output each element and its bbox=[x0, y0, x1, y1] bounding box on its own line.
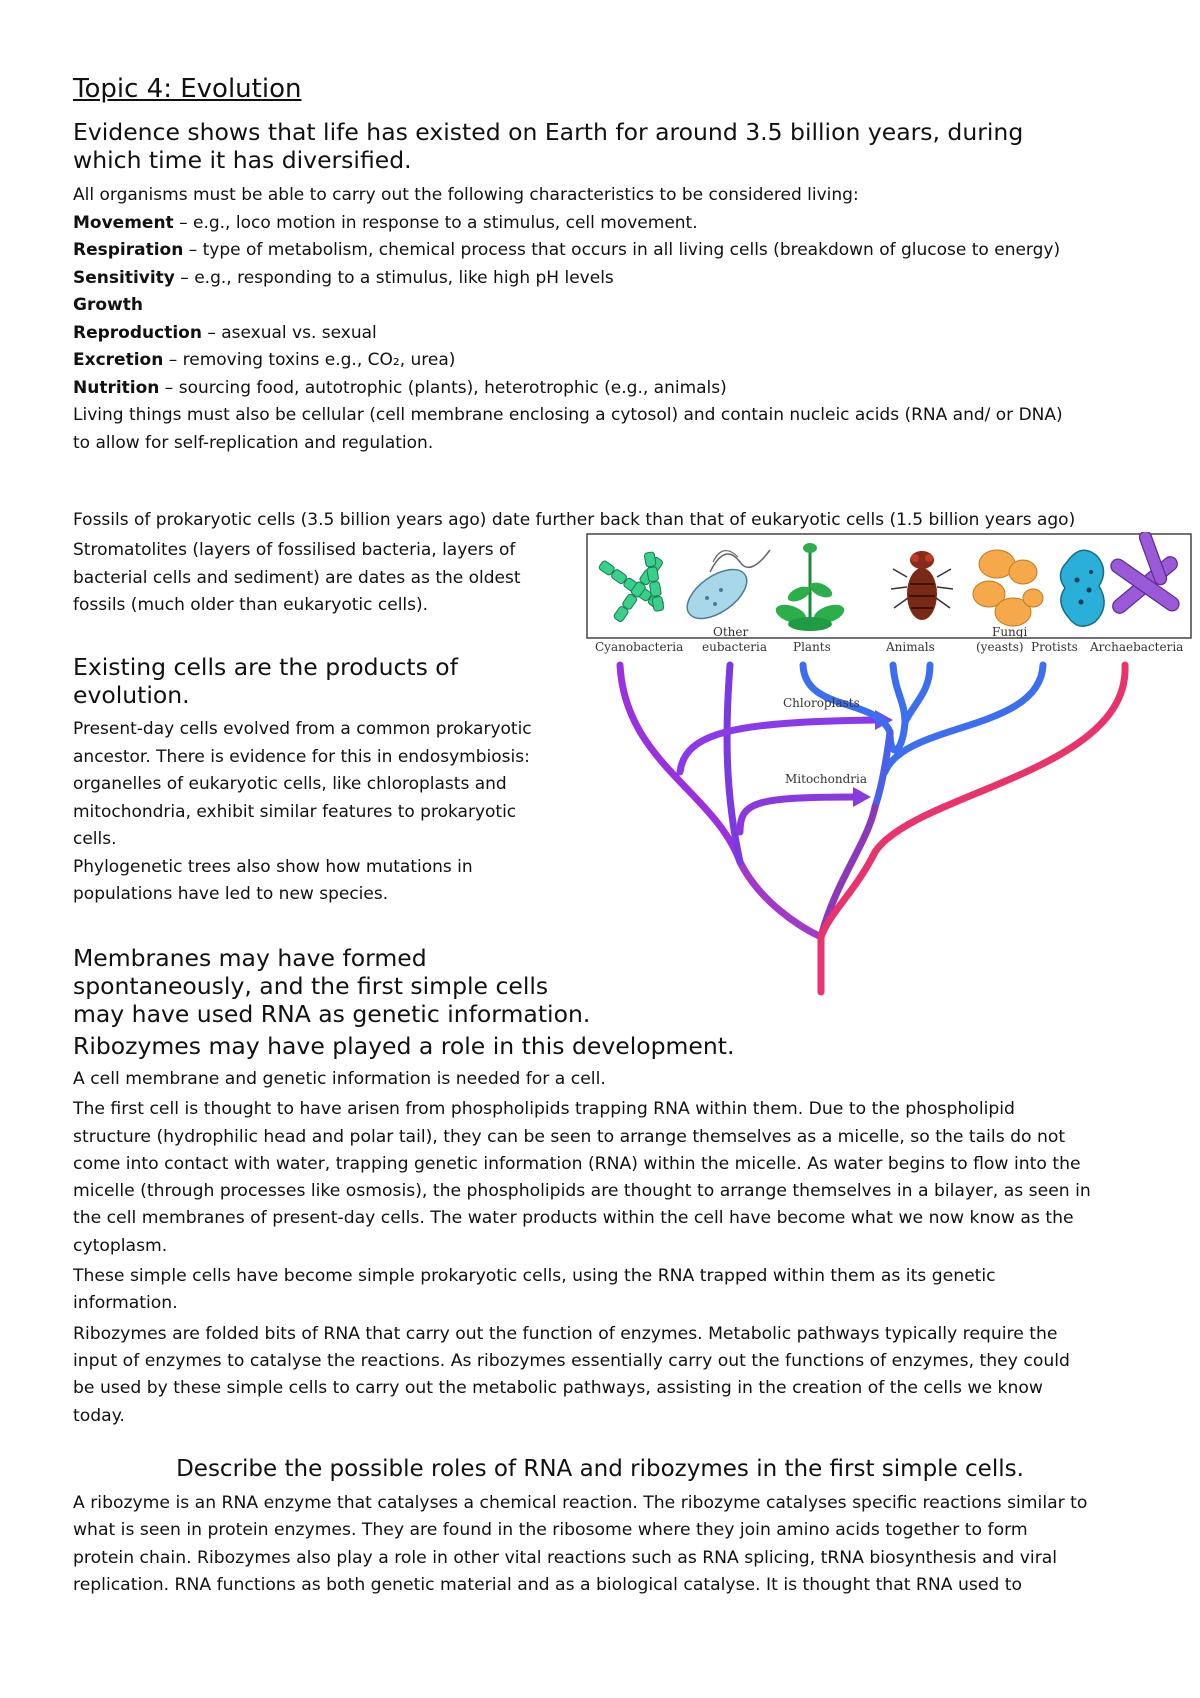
text-line: the cell membranes of present-day cells. The water products within the cell have become what we now know as the bbox=[73, 1208, 1074, 1229]
text-line: cytoplasm. bbox=[73, 1235, 168, 1256]
intro-heading-line: Evidence shows that life has existed on Earth for around 3.5 billion years, during bbox=[73, 118, 1024, 146]
characteristic-term: Sensitivity bbox=[73, 267, 175, 288]
existing-heading bbox=[73, 653, 458, 709]
characteristic-desc: – asexual vs. sexual bbox=[201, 322, 377, 343]
label-mitochondria: Mitochondria bbox=[785, 772, 867, 786]
page-title: Topic 4: Evolution bbox=[73, 74, 302, 104]
characteristic-term: Reproduction bbox=[73, 322, 202, 343]
text-line: today. bbox=[73, 1405, 125, 1426]
branch-fungi bbox=[905, 665, 930, 722]
label-plants: Plants bbox=[793, 640, 831, 654]
membranes-body bbox=[73, 1066, 1193, 1430]
characteristic-desc: – removing toxins e.g., CO₂, urea) bbox=[163, 350, 456, 370]
characteristic-item bbox=[73, 375, 1193, 403]
label-chloroplasts: Chloroplasts bbox=[783, 696, 860, 710]
heading-line: may have used RNA as genetic information. bbox=[73, 1000, 591, 1028]
fossils-text: Fossils of prokaryotic cells (3.5 billion years ago) date further back than that of eukaryotic cells (1.5 billion years ago) bbox=[73, 510, 1076, 530]
characteristics-block bbox=[73, 182, 1193, 457]
intro-heading bbox=[73, 118, 1023, 174]
text-line: ancestor. There is evidence for this in endosymbiosis: bbox=[73, 746, 530, 767]
heading-line: Membranes may have formed bbox=[73, 944, 427, 972]
label-other: Other bbox=[713, 625, 749, 639]
characteristic-desc: – e.g., loco motion in response to a stimulus, cell movement. bbox=[173, 212, 698, 233]
stromatolites-text bbox=[73, 537, 521, 620]
text-line: A ribozyme is an RNA enzyme that catalyses a chemical reaction. The ribozyme catalyses specific reactions similar to bbox=[73, 1493, 1088, 1513]
label-cyanobacteria: Cyanobacteria bbox=[595, 640, 684, 654]
text-line: Ribozymes are folded bits of RNA that carry out the function of enzymes. Metabolic pathways typically require the bbox=[73, 1323, 1058, 1344]
heading-line: Ribozymes may have played a role in this development. bbox=[73, 1032, 735, 1060]
mitochondria-arrow bbox=[740, 797, 855, 832]
mitochondria-arrowhead bbox=[853, 787, 871, 807]
characteristic-item bbox=[73, 347, 1193, 375]
organism-panel bbox=[587, 534, 1191, 638]
protist-illustration bbox=[1060, 550, 1104, 626]
text-line: These simple cells have become simple prokaryotic cells, using the RNA trapped within them as its genetic bbox=[73, 1266, 996, 1287]
characteristic-item bbox=[73, 292, 1193, 320]
branch-archaebacteria bbox=[875, 665, 1125, 852]
text-line: populations have led to new species. bbox=[73, 884, 389, 904]
characteristic-item bbox=[73, 237, 1193, 265]
characteristic-desc: – type of metabolism, chemical process that occurs in all living cells (breakdown of glucose to energy) bbox=[183, 240, 1061, 260]
text-line: micelle (through processes like osmosis), the phospholipids are thought to arrange themselves in a bilayer, as seen in bbox=[73, 1181, 1091, 1202]
label-fungi: Fungi bbox=[992, 625, 1028, 639]
characteristic-term: Excretion bbox=[73, 350, 164, 370]
label-protists: Protists bbox=[1031, 640, 1078, 654]
describe-heading: Describe the possible roles of RNA and ribozymes in the first simple cells. bbox=[176, 1456, 1024, 1482]
characteristic-desc: – sourcing food, autotrophic (plants), heterotrophic (e.g., animals) bbox=[159, 377, 727, 398]
text-line: come into contact with water, trapping genetic information (RNA) within the micelle. As water begins to flow into the bbox=[73, 1153, 1081, 1174]
cell-needs-text: A cell membrane and genetic information is needed for a cell. bbox=[73, 1069, 606, 1089]
existing-text bbox=[73, 716, 532, 909]
text-line: Present-day cells evolved from a common prokaryotic bbox=[73, 719, 532, 739]
intro-heading-line: which time it has diversified. bbox=[73, 146, 412, 174]
text-line: information. bbox=[73, 1293, 178, 1314]
characteristic-term: Respiration bbox=[73, 240, 184, 260]
label-eubacteria: eubacteria bbox=[702, 640, 768, 654]
characteristic-term: Growth bbox=[73, 295, 143, 315]
phylogenetic-tree-figure bbox=[585, 532, 1195, 997]
heading-line: evolution. bbox=[73, 681, 190, 709]
characteristic-item bbox=[73, 265, 1193, 293]
text-line: fossils (much older than eukaryotic cells). bbox=[73, 595, 429, 615]
text-line: cells. bbox=[73, 829, 117, 849]
ribozyme-answer bbox=[73, 1490, 1193, 1599]
characteristic-item bbox=[73, 320, 1193, 348]
text-line: bacterial cells and sediment) are dates as the oldest bbox=[73, 567, 521, 588]
label-archaebacteria: Archaebacteria bbox=[1090, 640, 1184, 654]
characteristic-term: Nutrition bbox=[73, 377, 160, 398]
text-line: structure (hydrophilic head and polar tail), they can be seen to arrange themselves as a micelle, so the tails do not bbox=[73, 1126, 1066, 1147]
branch-animals bbox=[893, 665, 905, 722]
text-line: replication. RNA functions as both genetic material and as a biological catalyse. It is thought that RNA used to bbox=[73, 1574, 1023, 1595]
text-line: organelles of eukaryotic cells, like chloroplasts and bbox=[73, 774, 507, 794]
text-line: Phylogenetic trees also show how mutations in bbox=[73, 856, 473, 877]
chloroplast-arrow bbox=[680, 720, 875, 772]
text-line: be used by these simple cells to carry out the metabolic pathways, assisting in the creation of the cells we know bbox=[73, 1378, 1043, 1399]
text-line: input of enzymes to catalyse the reactions. As ribozymes essentially carry out the functions of enzymes, they could bbox=[73, 1350, 1070, 1371]
text-line: what is seen in protein enzymes. They are found in the ribosome where they join amino acids together to form bbox=[73, 1520, 1028, 1541]
cellular-text: Living things must also be cellular (cell membrane enclosing a cytosol) and contain nucleic acids (RNA and/ or DNA) bbox=[73, 405, 1063, 425]
heading-line: spontaneously, and the first simple cells bbox=[73, 972, 549, 1000]
text-line: mitochondria, exhibit similar features to prokaryotic bbox=[73, 801, 517, 822]
characteristic-term: Movement bbox=[73, 212, 174, 233]
cellular-text: to allow for self-replication and regulation. bbox=[73, 432, 434, 453]
text-line: Stromatolites (layers of fossilised bacteria, layers of bbox=[73, 540, 516, 560]
heading-line: Existing cells are the products of bbox=[73, 653, 458, 681]
characteristic-item bbox=[73, 210, 1193, 238]
text-line: The first cell is thought to have arisen from phospholipids trapping RNA within them. Due to the phospholipid bbox=[73, 1099, 1015, 1120]
characteristic-desc: – e.g., responding to a stimulus, like high pH levels bbox=[174, 267, 614, 288]
branch-eukaryote-stem bbox=[875, 732, 890, 807]
text-line: protein chain. Ribozymes also play a role in other vital reactions such as RNA splicing, tRNA biosynthesis and viral bbox=[73, 1547, 1058, 1568]
label-animals: Animals bbox=[886, 640, 935, 654]
characteristics-intro: All organisms must be able to carry out the following characteristics to be considered living: bbox=[73, 185, 859, 205]
branch-cyanobacteria-stem bbox=[740, 862, 821, 937]
label-yeasts: (yeasts) bbox=[976, 640, 1024, 654]
